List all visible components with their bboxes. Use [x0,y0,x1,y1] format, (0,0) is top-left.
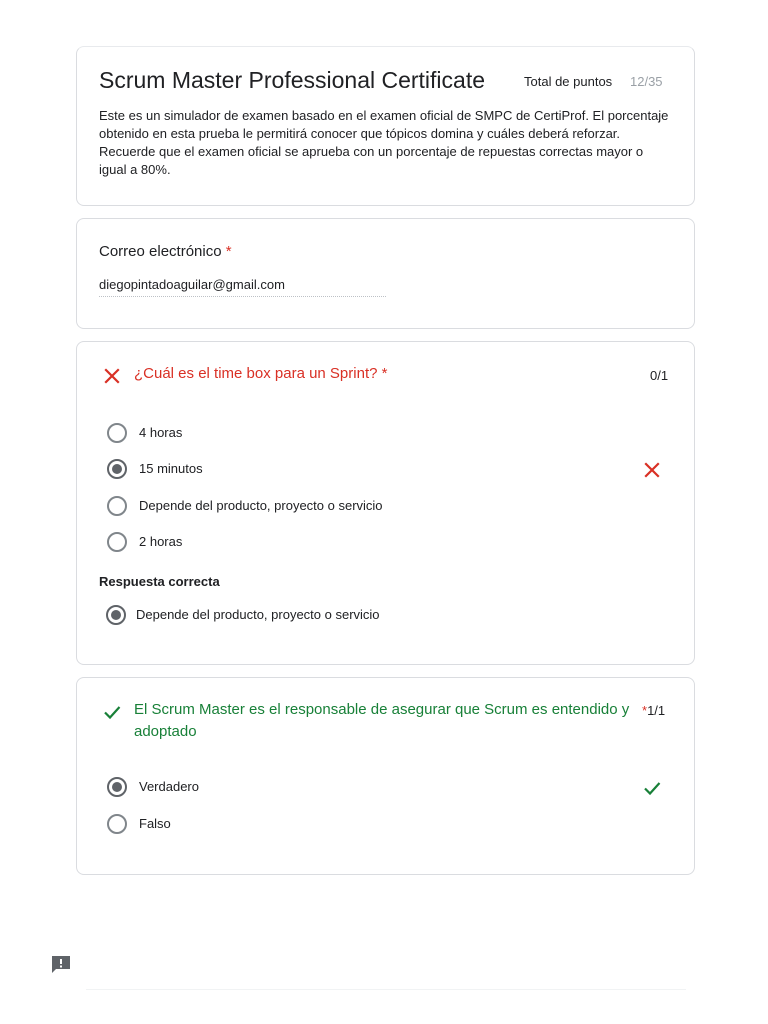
option-4-horas [107,422,667,444]
radio-button [107,532,127,552]
correct-answer-heading: Respuesta correcta [99,574,220,589]
check-icon [102,702,122,722]
radio-button [107,496,127,516]
required-mark: * [225,243,232,260]
radio-button-selected [107,777,127,797]
incorrect-answer-icon [642,460,662,480]
form-description: Este es un simulador de examen basado en el examen oficial de SMPC de CertiProf. El porcentaje obtenido en esta prueba le permitirá conocer que tópicos domina y cuáles deberá reforzar. Recuerde que el examen oficial se aprueba con un porcentaje de repuestas correctas mayor o igual a 80%. [99,108,669,177]
radio-button [107,423,127,443]
radio-button-selected [106,605,126,625]
option-label: Falso [139,816,171,831]
correct-answer-label: Depende del producto, proyecto o servicio [136,607,380,622]
option-falso [107,813,667,835]
question-title-2-text: El Scrum Master es el responsable de asegurar que Scrum es entendido y adoptado [134,701,630,740]
required-mark: * [381,365,388,382]
option-label: Depende del producto, proyecto o servicio [139,498,383,513]
close-icon [102,366,122,386]
option-label: 2 horas [139,534,183,549]
option-depende [107,495,667,517]
option-label: 4 horas [139,425,183,440]
option-2-horas [107,531,667,553]
email-label [99,243,232,260]
option-label: Verdadero [139,779,199,794]
total-points-label: Total de puntos [524,74,613,89]
question-title-2 [134,699,654,743]
email-field: diegopintadoaguilar@gmail.com [99,277,386,297]
question-card-2 [76,677,695,875]
question-title-1-text: ¿Cuál es el time box para un Sprint? [134,365,378,382]
radio-button [107,814,127,834]
question-score-1: 0/1 [650,368,669,383]
option-15-minutos [107,458,667,480]
question-title-1 [134,363,574,385]
total-points-value: 12/35 [630,74,663,89]
required-mark: * [642,703,648,718]
option-verdadero [107,776,667,798]
question-score-2 [642,703,665,718]
correct-answer-option [106,604,666,626]
radio-button-selected [107,459,127,479]
option-label: 15 minutos [139,461,203,476]
email-card [76,218,695,329]
question-score-2-value: 1/1 [647,703,666,718]
email-label-text: Correo electrónico [99,243,222,260]
form-title: Scrum Master Professional Certificate [99,67,486,93]
feedback-icon[interactable] [50,954,72,974]
divider [86,989,686,990]
form-header-card [76,46,695,206]
question-card-1 [76,341,695,665]
correct-answer-icon [642,778,662,798]
